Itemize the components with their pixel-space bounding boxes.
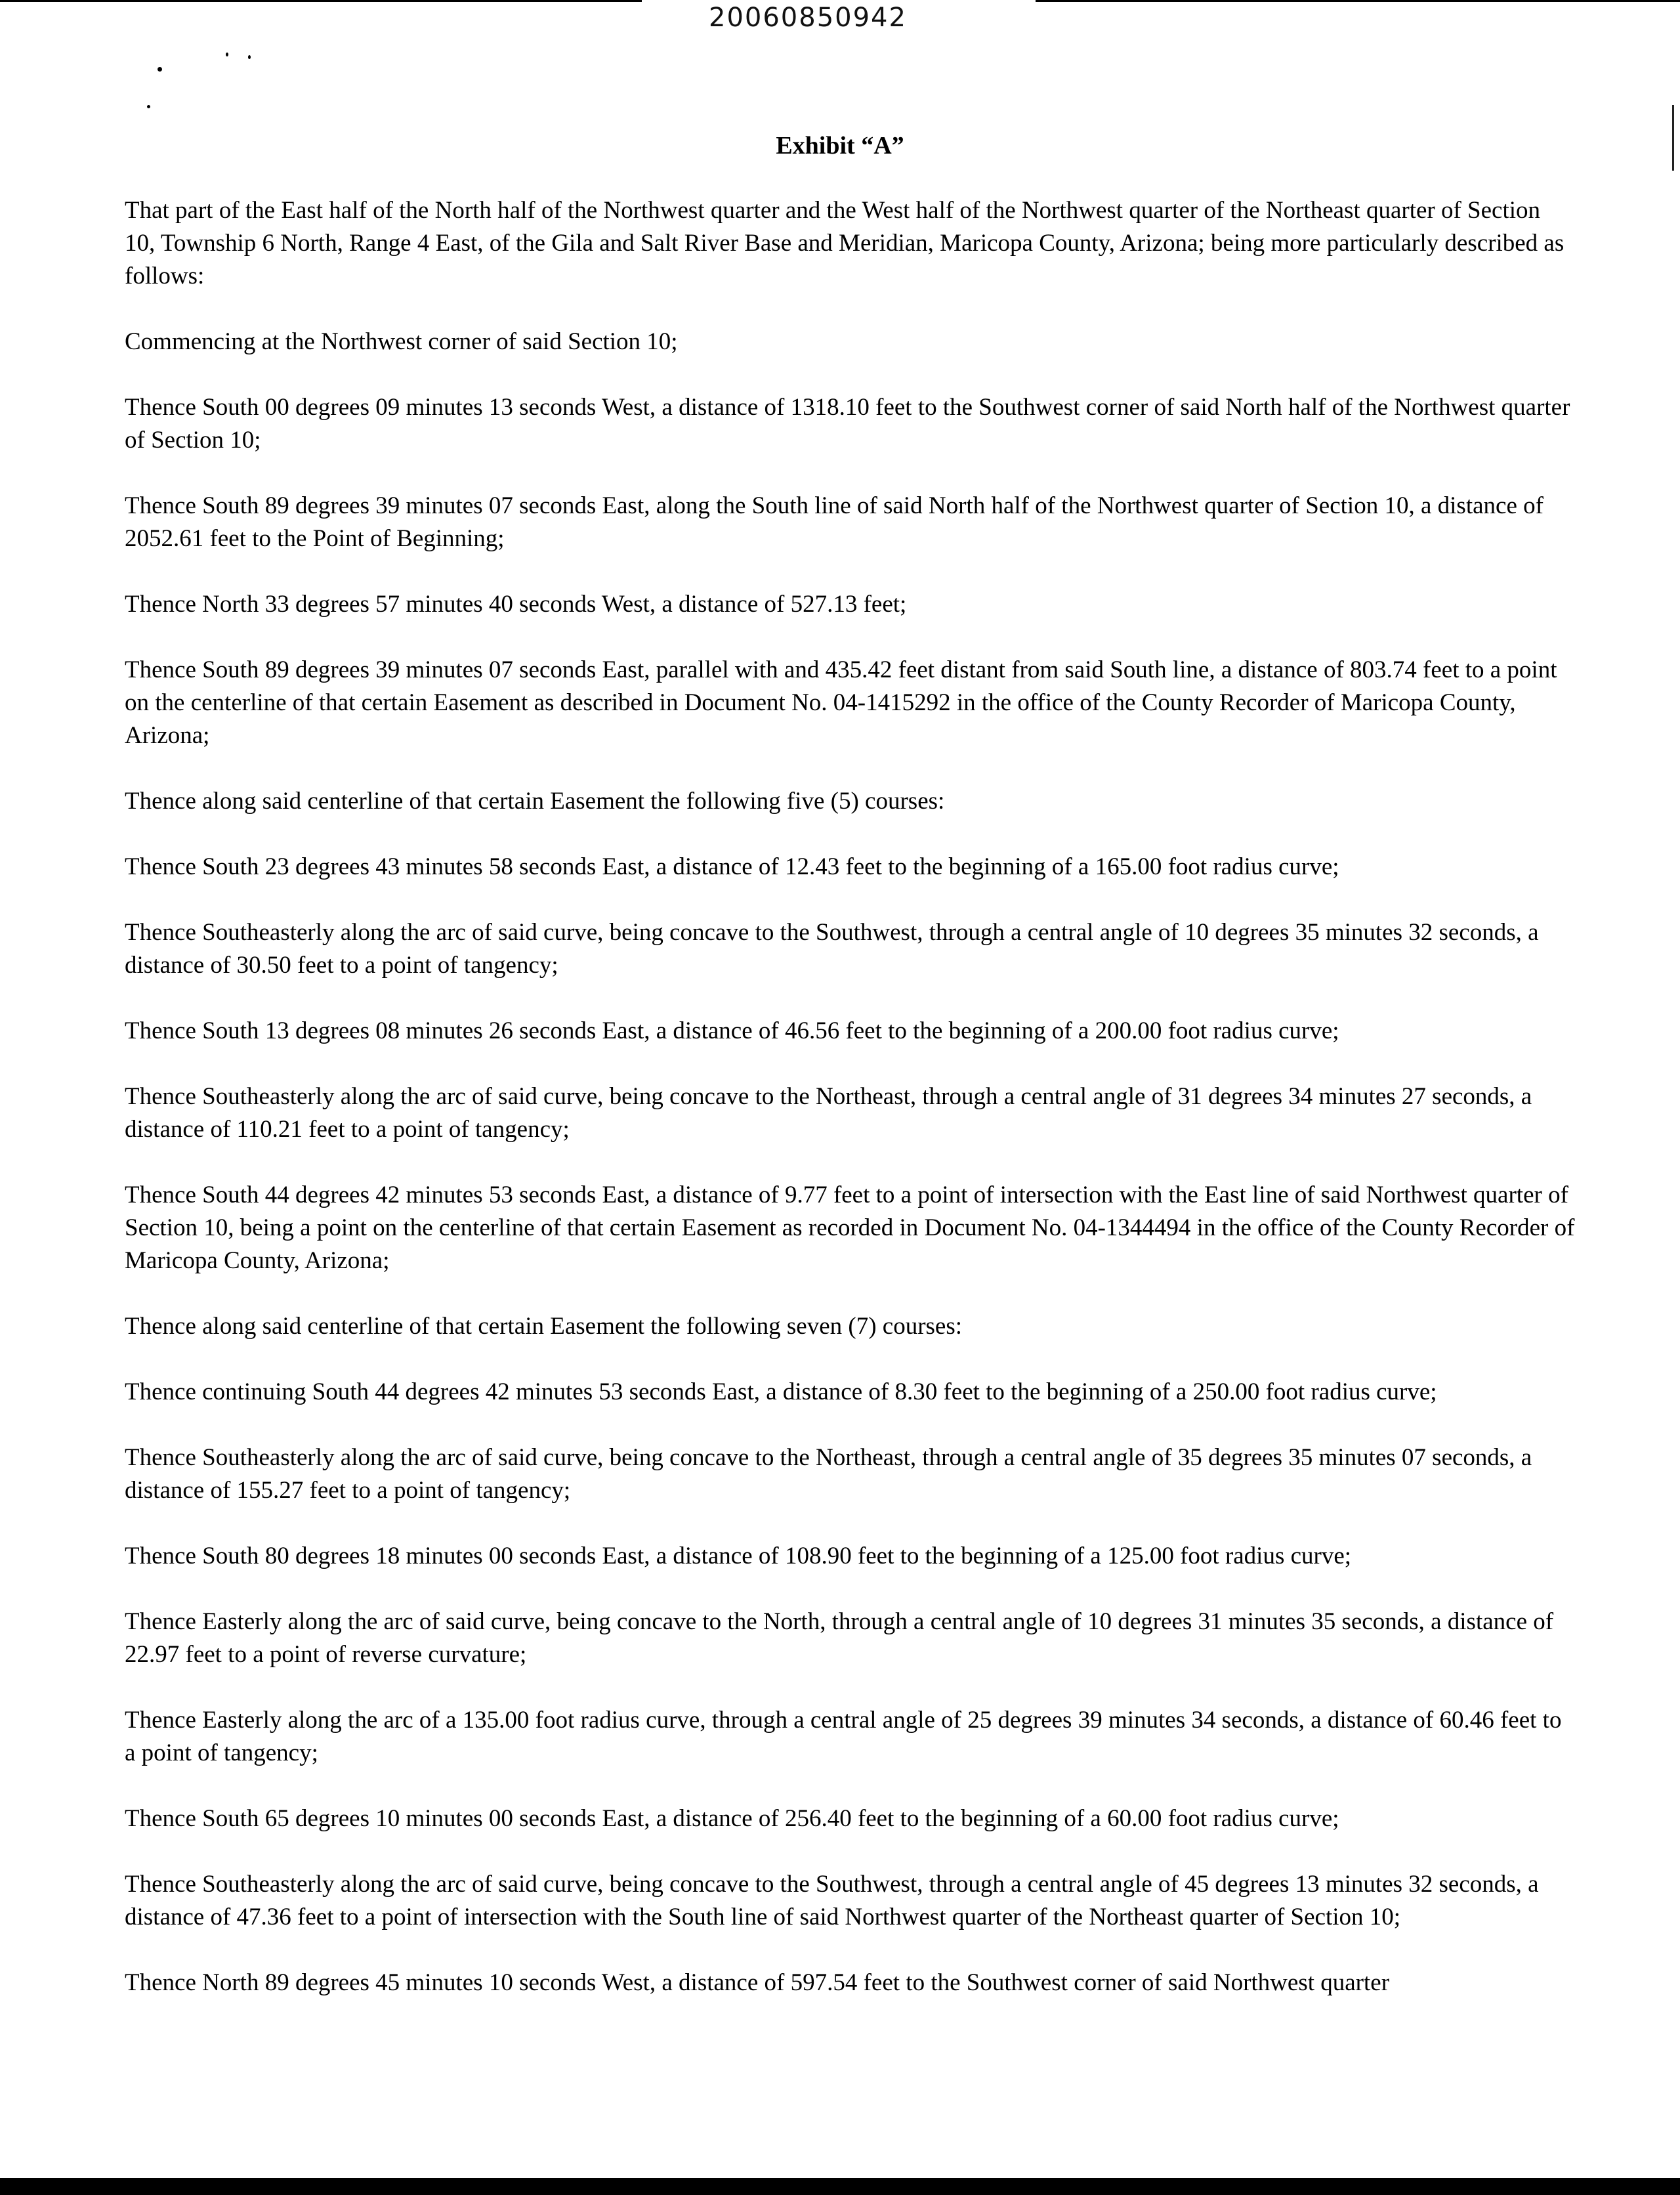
paragraph: Thence continuing South 44 degrees 42 minutes 53 seconds East, a distance of 8.30 feet to the beginning of a 250.00 foot radius curve; [125, 1378, 1437, 1405]
paragraph: That part of the East half of the North half of the Northwest quarter and the West half of the Northwest quarter of the Northeast quarter of Section 10, Township 6 North, Range 4 East, of the Gila and Salt River Base and Meridian, Maricopa County, Arizona; being more particularly described as follows: [125, 197, 1564, 289]
paragraph: Thence Southeasterly along the arc of said curve, being concave to the Southwest, through a central angle of 10 degrees 35 minutes 32 seconds, a distance of 30.50 feet to a point of tangency; [125, 919, 1539, 979]
paragraph: Thence Southeasterly along the arc of said curve, being concave to the Northeast, through a central angle of 31 degrees 34 minutes 27 seconds, a distance of 110.21 feet to a point of tangency; [125, 1083, 1532, 1143]
bottom-scan-border [0, 2178, 1680, 2195]
paragraph: Thence North 89 degrees 45 minutes 10 seconds West, a distance of 597.54 feet to the Southwest corner of said Northwest quarter [125, 1969, 1390, 1996]
scan-speck [226, 53, 228, 56]
paragraph: Thence along said centerline of that certain Easement the following seven (7) courses: [125, 1313, 963, 1340]
paragraph: Thence South 89 degrees 39 minutes 07 seconds East, parallel with and 435.42 feet distant from said South line, a distance of 803.74 feet to a point on the centerline of that certain Easement as described in Document No. 04-1415292 in the office of the County Recorder of Maricopa County, Arizona; [125, 656, 1557, 749]
paragraph: Thence North 33 degrees 57 minutes 40 seconds West, a distance of 527.13 feet; [125, 591, 907, 618]
paragraph: Thence along said centerline of that certain Easement the following five (5) courses: [125, 788, 945, 815]
paragraph: Thence South 00 degrees 09 minutes 13 seconds West, a distance of 1318.10 feet to the Southwest corner of said North half of the Northwest quarter of Section 10; [125, 394, 1570, 454]
scan-speck [147, 105, 150, 108]
paragraph: Thence South 13 degrees 08 minutes 26 seconds East, a distance of 46.56 feet to the beginning of a 200.00 foot radius curve; [125, 1017, 1339, 1044]
top-scan-rule-right [1036, 0, 1680, 2]
page-title: Exhibit “A” [776, 132, 904, 160]
paragraph: Thence Southeasterly along the arc of said curve, being concave to the Southwest, through a central angle of 45 degrees 13 minutes 32 seconds, a distance of 47.36 feet to a point of intersection with the South line of said Northwest quarter of the Northeast quarter of Section 10; [125, 1871, 1539, 1930]
scan-speck [248, 55, 251, 59]
paragraph: Thence Southeasterly along the arc of said curve, being concave to the Northeast, through a central angle of 35 degrees 35 minutes 07 seconds, a distance of 155.27 feet to a point of tangency; [125, 1444, 1532, 1504]
paragraph: Thence South 89 degrees 39 minutes 07 seconds East, along the South line of said North half of the Northwest quarter of Section 10, a distance of 2052.61 feet to the Point of Beginning; [125, 492, 1544, 552]
document-number: 20060850942 [709, 3, 907, 33]
paragraph: Thence South 65 degrees 10 minutes 00 seconds East, a distance of 256.40 feet to the beginning of a 60.00 foot radius curve; [125, 1805, 1339, 1832]
scan-speck [158, 67, 162, 72]
paragraph: Thence South 23 degrees 43 minutes 58 seconds East, a distance of 12.43 feet to the beginning of a 165.00 foot radius curve; [125, 853, 1339, 880]
paragraph: Thence Easterly along the arc of a 135.00 foot radius curve, through a central angle of 25 degrees 39 minutes 34 seconds, a distance of 60.46 feet to a point of tangency; [125, 1707, 1562, 1766]
legal-description-body [125, 194, 1575, 2032]
paragraph: Thence Easterly along the arc of said curve, being concave to the North, through a central angle of 10 degrees 31 minutes 35 seconds, a distance of 22.97 feet to a point of reverse curvature; [125, 1608, 1554, 1668]
paragraph: Thence South 44 degrees 42 minutes 53 seconds East, a distance of 9.77 feet to a point of intersection with the East line of said Northwest quarter of Section 10, being a point on the centerline of that certain Easement as recorded in Document No. 04-1344494 in the office of the County Recorder of Maricopa County, Arizona; [125, 1182, 1575, 1274]
paragraph: Commencing at the Northwest corner of said Section 10; [125, 328, 678, 355]
paragraph: Thence South 80 degrees 18 minutes 00 seconds East, a distance of 108.90 feet to the beginning of a 125.00 foot radius curve; [125, 1543, 1352, 1569]
top-scan-rule-left [0, 0, 642, 2]
